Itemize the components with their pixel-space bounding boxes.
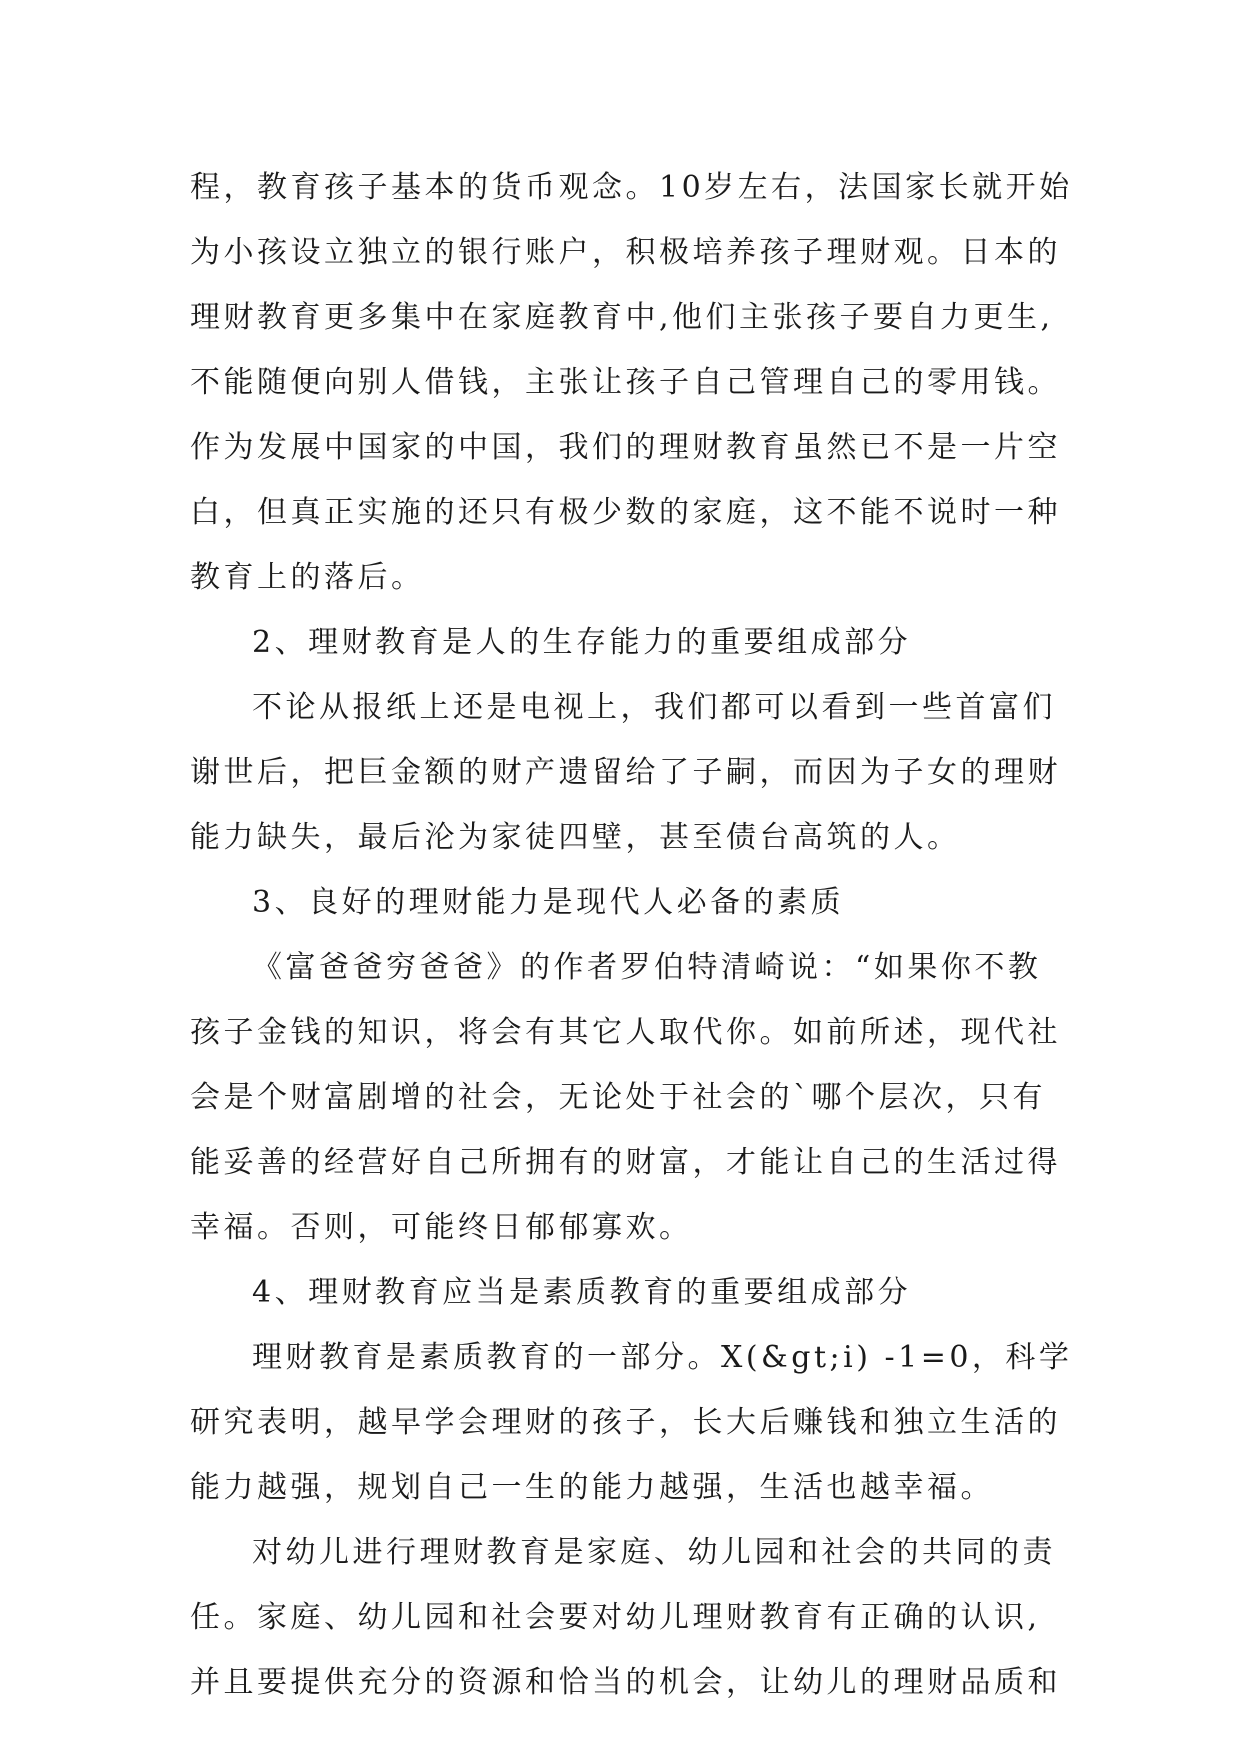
text-line: 程，教育孩子基本的货币观念。10岁左右，法国家长就开始 xyxy=(190,170,1073,205)
text-line: 能力越强，规划自己一生的能力越强，生活也越幸福。 xyxy=(190,1470,994,1505)
text-line: 会是个财富剧增的社会，无论处于社会的`哪个层次，只有 xyxy=(190,1080,1046,1115)
text-line: 教育上的落后。 xyxy=(190,560,425,595)
text-line: 孩子金钱的知识，将会有其它人取代你。如前所述，现代社 xyxy=(190,1015,1061,1050)
text-line: 作为发展中国家的中国，我们的理财教育虽然已不是一片空 xyxy=(190,430,1061,465)
text-line: 能妥善的经营好自己所拥有的财富，才能让自己的生活过得 xyxy=(190,1145,1061,1180)
text-line: 《富爸爸穷爸爸》的作者罗伯特清崎说：“如果你不教 xyxy=(252,950,1042,985)
text-line: 理财教育是素质教育的一部分。X(&gt;i) -1=0，科学 xyxy=(252,1340,1073,1375)
text-line: 研究表明，越早学会理财的孩子，长大后赚钱和独立生活的 xyxy=(190,1405,1061,1440)
text-line: 谢世后，把巨金额的财产遗留给了子嗣，而因为子女的理财 xyxy=(190,755,1061,790)
text-line: 幸福。否则，可能终日郁郁寡欢。 xyxy=(190,1210,693,1245)
text-line: 并且要提供充分的资源和恰当的机会，让幼儿的理财品质和 xyxy=(190,1665,1061,1700)
text-line: 为小孩设立独立的银行账户，积极培养孩子理财观。日本的 xyxy=(190,235,1061,270)
text-line: 任。家庭、幼儿园和社会要对幼儿理财教育有正确的认识, xyxy=(190,1600,1041,1635)
section-heading: 3、良好的理财能力是现代人必备的素质 xyxy=(252,885,845,920)
text-line: 能力缺失，最后沦为家徒四壁，甚至债台高筑的人。 xyxy=(190,820,961,855)
text-line: 对幼儿进行理财教育是家庭、幼儿园和社会的共同的责 xyxy=(252,1535,1056,1570)
text-line: 理财教育更多集中在家庭教育中,他们主张孩子要自力更生, xyxy=(190,300,1054,335)
section-heading: 2、理财教育是人的生存能力的重要组成部分 xyxy=(252,625,912,660)
section-heading: 4、理财教育应当是素质教育的重要组成部分 xyxy=(252,1275,912,1310)
text-line: 不论从报纸上还是电视上，我们都可以看到一些首富们 xyxy=(252,690,1056,725)
text-line: 白，但真正实施的还只有极少数的家庭，这不能不说时一种 xyxy=(190,495,1061,530)
text-line: 不能随便向别人借钱，主张让孩子自己管理自己的零用钱。 xyxy=(190,365,1061,400)
document-body xyxy=(190,155,1090,1715)
